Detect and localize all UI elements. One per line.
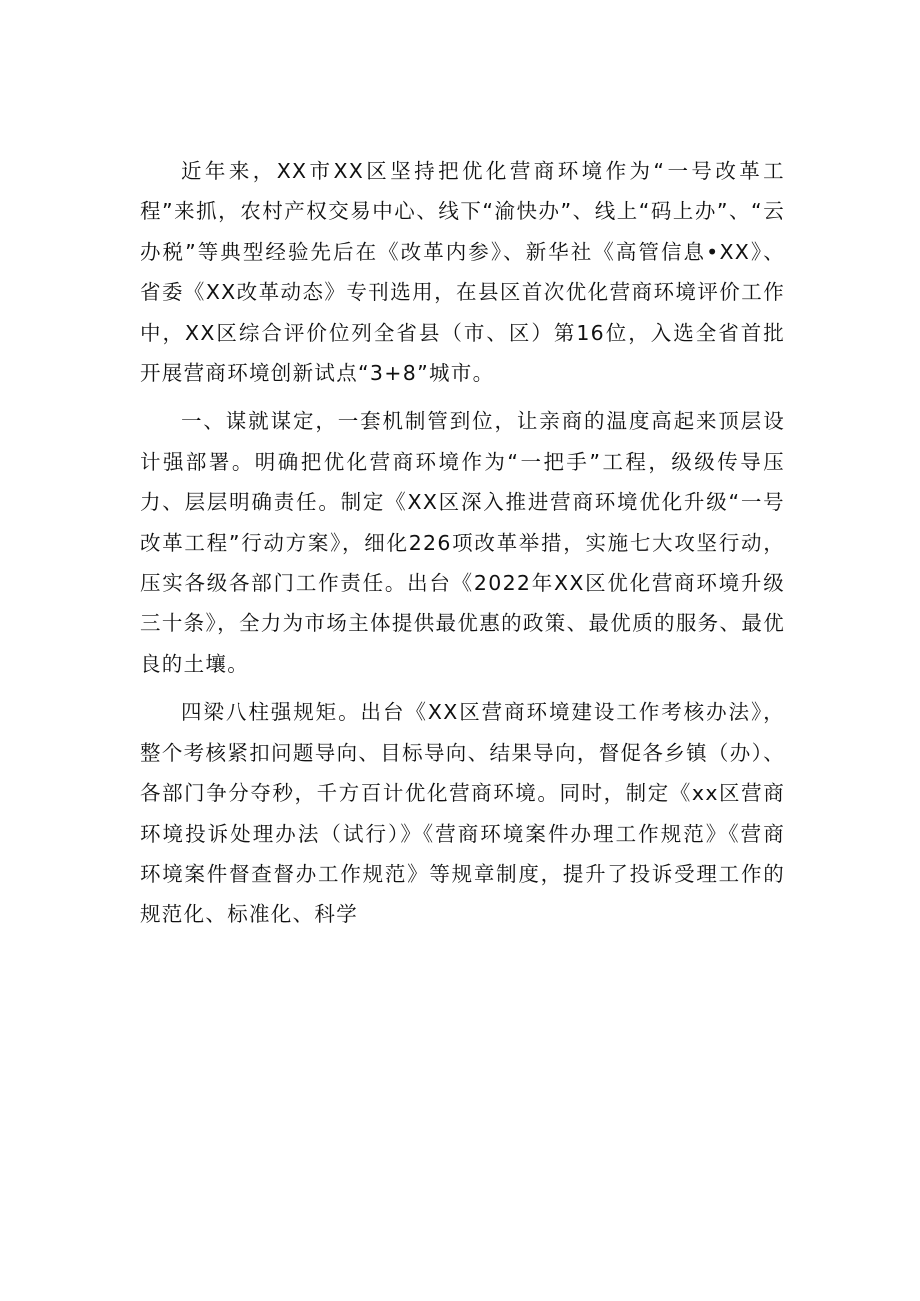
paragraph-section-one: 一、谋就谋定，一套机制管到位，让亲商的温度高起来顶层设计强部署。明确把优化营商环境作为“一把手”工程，级级传导压力、层层明确责任。制定《XX区深入推进营商环境优化升级“一号改革工程”行动方案》，细化226项改革举措，实施七大攻坚行动，压实各级各部门工作责任。出台《2022年XX区优化营商环境升级三十条》，全力为市场主体提供最优惠的政策、最优质的服务、最优良的土壤。 xyxy=(140,409,785,676)
paragraph-intro: 近年来，XX市XX区坚持把优化营商环境作为“一号改革工程”来抓，农村产权交易中心、线下“渝快办”、线上“码上办”、“云办税”等典型经验先后在《改革内参》、新华社《高管信息•XX》、省委《XX改革动态》专刊选用，在县区首次优化营商环境评价工作中，XX区综合评价位列全省县（市、区）第16位，入选全省首批开展营商环境创新试点“3+8”城市。 xyxy=(140,159,785,386)
paragraph-rules: 四梁八柱强规矩。出台《XX区营商环境建设工作考核办法》，整个考核紧扣问题导向、目标导向、结果导向，督促各乡镇（办）、各部门争分夺秒，千方百计优化营商环境。同时，制定《xx区营商环境投诉处理办法（试行）》《营商环境案件办理工作规范》《营商环境案件督查督办工作规范》等规章制度，提升了投诉受理工作的规范化、标准化、科学 xyxy=(140,700,785,927)
document-body xyxy=(140,151,785,935)
